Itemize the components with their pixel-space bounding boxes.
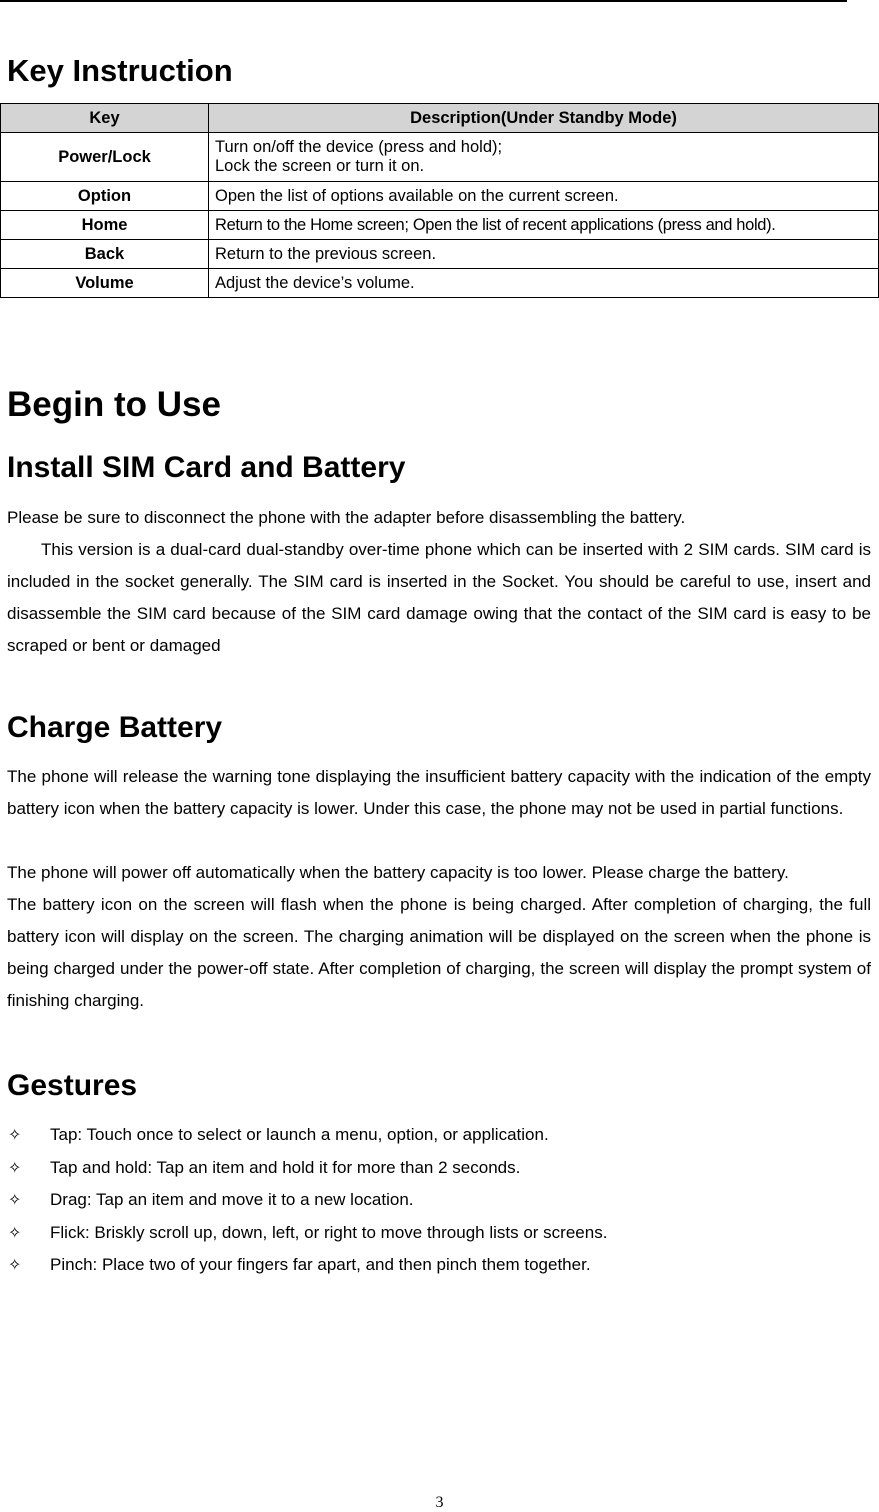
- gesture-text: Pinch: Place two of your fingers far apart, and then pinch them together.: [50, 1255, 591, 1274]
- list-item: [0, 1184, 607, 1217]
- description-line: Lock the screen or turn it on.: [215, 157, 425, 175]
- table-row: [1, 269, 879, 298]
- bullet-icon: ✧: [8, 1222, 22, 1242]
- table-row: [1, 240, 879, 269]
- list-item: [0, 1152, 607, 1185]
- top-rule: [0, 0, 847, 2]
- gesture-text: Flick: Briskly scroll up, down, left, or right to move through lists or screens.: [50, 1222, 608, 1242]
- key-cell: Volume: [1, 269, 209, 298]
- list-item: [0, 1119, 607, 1152]
- gestures-title: Gestures: [7, 1069, 138, 1102]
- description-cell: Open the list of options available on the current screen.: [209, 182, 879, 211]
- description-cell: [209, 133, 879, 182]
- charge-paragraph-2: The phone will power off automatically when the battery capacity is too lower. Please charge the battery.: [7, 863, 789, 882]
- gestures-list: [0, 1119, 607, 1282]
- charge-paragraph-1: The phone will release the warning tone displaying the insufficient battery capacity with the indication of the empty battery icon when the battery capacity is lower. Under this case, the phone may not be used in partial functions.: [7, 767, 871, 818]
- charge-paragraph-3: The battery icon on the screen will flash when the phone is being charged. After completion of charging, the full battery icon will display on the screen. The charging animation will be displayed on the screen when the phone is being charged under the power-off state. After completion of charging, the screen will display the prompt system of finishing charging.: [7, 895, 871, 1010]
- install-sim-title: Install SIM Card and Battery: [7, 451, 406, 484]
- description-header: Description(Under Standby Mode): [209, 104, 879, 133]
- key-cell: Home: [1, 211, 209, 240]
- bullet-icon: ✧: [8, 1125, 22, 1144]
- key-header: Key: [1, 104, 209, 133]
- table-row: [1, 133, 879, 182]
- bullet-icon: ✧: [8, 1190, 22, 1209]
- description-cell: Adjust the device’s volume.: [209, 269, 879, 298]
- gesture-text: Tap and hold: Tap an item and hold it for more than 2 seconds.: [50, 1157, 521, 1177]
- begin-to-use-title: Begin to Use: [7, 385, 221, 424]
- gesture-text: Tap: Touch once to select or launch a menu, option, or application.: [50, 1125, 549, 1144]
- description-cell: Return to the Home screen; Open the list of recent applications (press and hold).: [209, 211, 879, 240]
- bullet-icon: ✧: [8, 1255, 22, 1274]
- bullet-icon: ✧: [8, 1157, 22, 1177]
- page-number: 3: [435, 1494, 444, 1511]
- key-cell: Power/Lock: [1, 133, 209, 182]
- list-item: [0, 1249, 607, 1282]
- table-row: [1, 182, 879, 211]
- gesture-text: Drag: Tap an item and move it to a new location.: [50, 1190, 414, 1209]
- description-line: Turn on/off the device (press and hold);: [215, 138, 503, 156]
- key-table: [0, 103, 879, 298]
- list-item: [0, 1217, 607, 1250]
- install-intro-paragraph: Please be sure to disconnect the phone with the adapter before disassembling the battery.: [7, 508, 686, 527]
- install-detail-paragraph: This version is a dual-card dual-standby over-time phone which can be inserted with 2 SIM cards. SIM card is included in the socket generally. The SIM card is inserted in the Socket. You should be careful to use, insert and disassemble the SIM card because of the SIM card damage owing that the contact of the SIM card is easy to be scraped or bent or damaged: [7, 540, 871, 655]
- table-row: [1, 211, 879, 240]
- key-instruction-title: Key Instruction: [7, 53, 233, 88]
- key-cell: Back: [1, 240, 209, 269]
- charge-battery-title: Charge Battery: [7, 711, 223, 744]
- key-cell: Option: [1, 182, 209, 211]
- description-cell: Return to the previous screen.: [209, 240, 879, 269]
